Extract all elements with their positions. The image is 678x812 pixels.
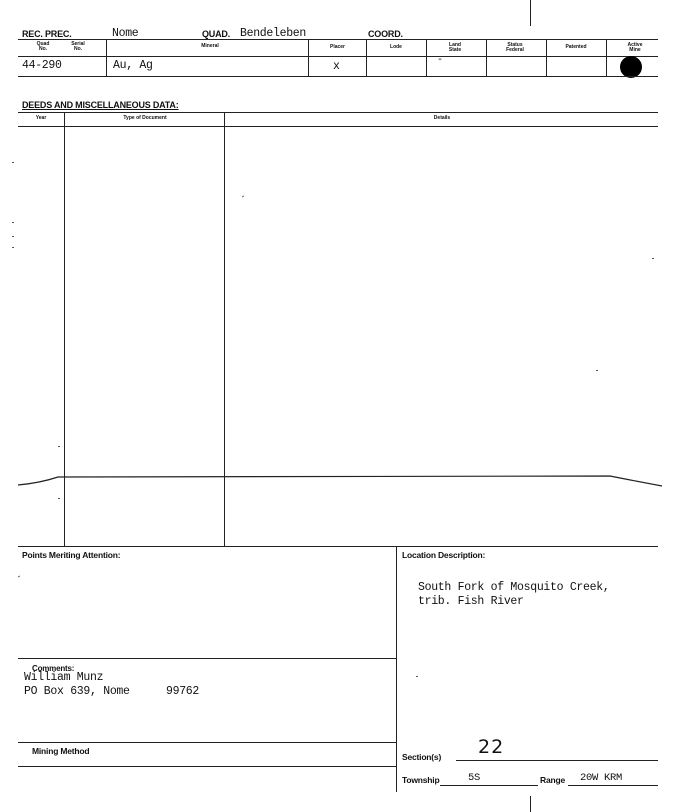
record-placer-mark: x [333, 60, 340, 73]
sections-label: Section(s) [402, 752, 442, 762]
scan-speck [18, 575, 20, 577]
comments-label: Comments: [32, 664, 75, 673]
location-line-2: trib. Fish River [418, 595, 524, 608]
mining-method-underline [18, 766, 396, 767]
col-lode: Lode [390, 44, 402, 50]
deeds-header-underline [18, 126, 658, 127]
deeds-title: DEEDS AND MISCELLANEOUS DATA: [22, 100, 179, 110]
comments-line-1: William Munz [24, 671, 104, 684]
col-quad-no: Quad No. [36, 41, 50, 52]
mining-method-label: Mining Method [32, 746, 90, 756]
scan-speck [652, 258, 654, 259]
record-number: 44-290 [22, 59, 62, 72]
township-label: Township [402, 775, 440, 785]
range-underline [568, 785, 658, 786]
deeds-fold-line [0, 470, 678, 495]
quad-value: Bendeleben [240, 27, 307, 40]
deeds-col-year: Year [35, 115, 47, 121]
active-mine-dot [620, 56, 642, 78]
scan-speck [58, 498, 60, 499]
hdr-col-line-2 [308, 40, 309, 76]
col-land-state: Land State [448, 42, 462, 53]
column-header-underline [18, 56, 658, 57]
sections-value: 22 [478, 736, 505, 758]
col-mineral: Mineral [201, 43, 219, 49]
scan-speck [58, 446, 60, 447]
top-tick-mark [530, 0, 531, 26]
deeds-col-type: Type of Document [123, 115, 167, 121]
hdr-col-line-7 [606, 40, 607, 76]
comments-bottom-line [18, 742, 396, 743]
location-label: Location Description: [402, 550, 486, 560]
deeds-top-line [18, 112, 658, 113]
scan-speck [596, 370, 598, 371]
lower-center-divider [396, 546, 397, 792]
col-active-mine: Active Mine [627, 42, 643, 53]
col-serial-no: Serial No. [71, 41, 85, 52]
hdr-col-line-6 [546, 40, 547, 76]
deeds-bottom-line [18, 546, 658, 547]
rec-prec-value: Nome [112, 27, 139, 40]
hdr-col-line-4 [426, 40, 427, 76]
comments-zip: 99762 [166, 685, 200, 698]
scan-speck [12, 162, 14, 163]
range-label: Range [540, 775, 565, 785]
points-bottom-line [18, 658, 396, 659]
points-label: Points Meriting Attention: [22, 550, 121, 560]
hdr-col-line-5 [486, 40, 487, 76]
hdr-col-line-1 [106, 40, 107, 76]
scan-speck [12, 222, 14, 223]
township-value: 5S [468, 772, 481, 784]
scan-speck [12, 247, 14, 248]
hdr-col-line-3 [366, 40, 367, 76]
header-underline [18, 39, 658, 40]
col-placer: Placer [329, 44, 345, 50]
col-patented: Patented [565, 44, 587, 50]
deeds-col-details: Details [433, 115, 451, 121]
sections-underline [456, 760, 658, 761]
quad-label: QUAD. [202, 29, 230, 39]
record-land-state-mark: - [437, 55, 443, 66]
scan-speck [416, 676, 418, 677]
scan-speck [242, 195, 244, 197]
record-row-underline [18, 76, 658, 77]
bottom-tick-mark [530, 796, 531, 812]
township-underline [440, 785, 538, 786]
coord-label: COORD. [368, 29, 403, 39]
col-status-federal: Status Federal [506, 42, 524, 53]
location-line-1: South Fork of Mosquito Creek, [418, 581, 610, 594]
scan-speck [12, 236, 14, 237]
comments-line-2: PO Box 639, Nome [24, 685, 130, 698]
rec-prec-label: REC. PREC. [22, 29, 72, 39]
range-value: 20W KRM [580, 772, 623, 784]
record-mineral: Au, Ag [113, 59, 153, 72]
